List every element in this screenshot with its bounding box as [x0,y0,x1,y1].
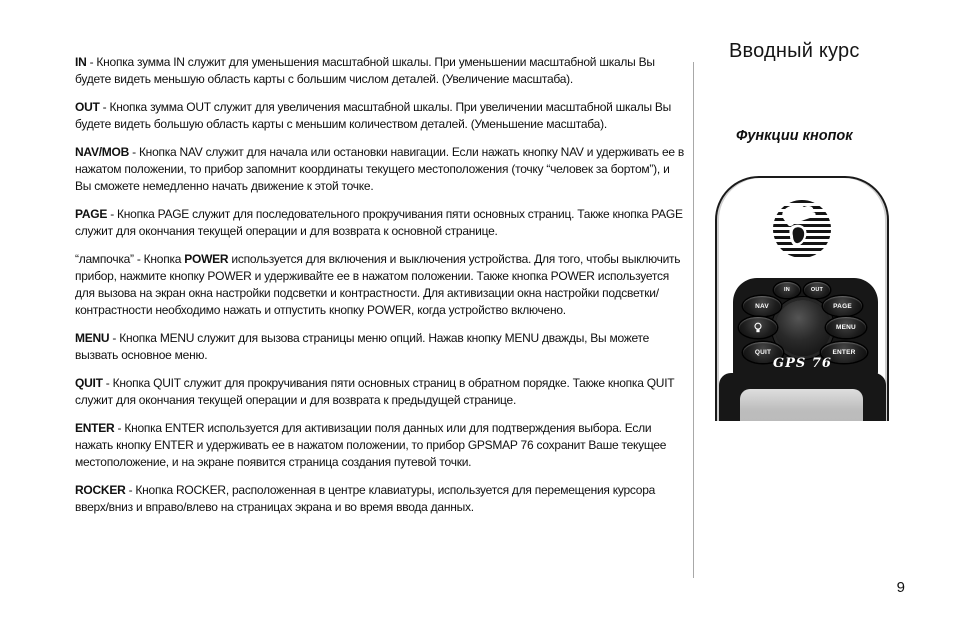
term-menu: MENU [75,331,110,345]
paragraph-body: - Кнопка ENTER используется для активизации поля данных или для подтверждения выбора. Если нажать кнопку ENTER и удерживать ее в нажатом положении, то прибор GPSMAP 76 сохранит Ваше текущее местоположение, и на экране появится страница создания путевой точки. [75,421,667,469]
column-divider [693,62,694,578]
paragraph-out [75,99,688,133]
nav-button-label: NAV [755,302,769,310]
paragraph-quit [75,375,688,409]
power-backlight-button [739,317,777,338]
menu-button-label: MENU [836,324,856,331]
term-quit: QUIT [75,376,103,390]
paragraph-body: - Кнопка зумма IN служит для уменьшения масштабной шкалы. При уменьшении масштабной шкалы Вы будете видеть меньшую область карты с большим числом деталей. (Увеличение масштаба). [75,55,655,86]
page-button [823,296,862,316]
paragraph-body: - Кнопка NAV служит для начала или остановки навигации. Если нажать кнопку NAV и удерживать ее в нажатом положении, то прибор запомнит координаты текущего местоположения (точку “человек за бортом”), и Вы сможете немедленно начать движение к этой точке. [75,145,685,193]
paragraph-body: - Кнопка ROCKER, расположенная в центре клавиатуры, используется для перемещения курсора вверх/вниз и вправо/влево на страницах экрана и во время ввода данных. [75,483,656,514]
term-enter: ENTER [75,421,115,435]
quit-button-label: QUIT [754,349,772,356]
paragraph-enter [75,420,688,471]
paragraph-body: - Кнопка зумма OUT служит для увеличения масштабной шкалы. При увеличении масштабной шкалы Вы будете видеть большую область карты с меньшим количеством деталей. (Уменьшение масштаба). [75,100,672,131]
paragraph-pre: “лампочка” - Кнопка [75,252,185,266]
nav-mob-button [743,296,781,316]
term-out: OUT [75,100,100,114]
page-title: Вводный курс [729,40,860,62]
paragraph-body: - Кнопка PAGE служит для последовательного прокручивания пяти основных страниц. Также кнопка PAGE служит для окончания текущей операции и для возврата к основной странице. [75,207,683,238]
device-model-label: GPS 76 [773,356,832,371]
term-page: PAGE [75,207,108,221]
in-button [774,282,800,298]
out-button-label: OUT [810,287,824,293]
term-power: POWER [184,252,229,266]
paragraph-body: используется для включения и выключения устройства. Для того, чтобы выключить прибор, нажмите кнопку POWER и удерживайте ее в нажатом положении. Также кнопка POWER используется для вызова на экран окна настройки подсветки и контрастности. Для активизации окна настройки подсветки/ контрастности необходимо нажать и отпустить кнопку POWER, когда устройство включено. [75,252,681,317]
in-button-label: IN [784,287,790,293]
paragraph-nav-mob [75,144,688,195]
enter-button-label: ENTER [832,349,856,356]
paragraph-in [75,54,688,88]
term-in: IN [75,55,87,69]
gps-device-illustration [714,175,891,421]
page-number: 9 [896,579,905,596]
paragraph-body: - Кнопка MENU служит для вызова страницы меню опций. Нажав кнопку MENU дважды, Вы можете вызвать основное меню. [75,331,650,362]
paragraph-power [75,251,688,319]
globe-logo-icon [770,196,834,260]
paragraph-rocker [75,482,688,516]
paragraph-body: - Кнопка QUIT служит для прокручивания пяти основных страниц в обратном порядке. Также кнопка QUIT служит для окончания текущей операции и для возврата к предыдущей странице. [75,376,675,407]
term-rocker: ROCKER [75,483,126,497]
page-button-label: PAGE [833,302,852,310]
menu-button [826,317,866,338]
body-text-column [75,54,688,527]
term-nav-mob: NAV/MOB [75,145,130,159]
out-button [804,282,830,298]
lightbulb-icon [753,322,763,334]
paragraph-page [75,206,688,240]
device-screen [740,389,863,421]
section-subtitle: Функции кнопок [736,128,853,144]
paragraph-menu [75,330,688,364]
